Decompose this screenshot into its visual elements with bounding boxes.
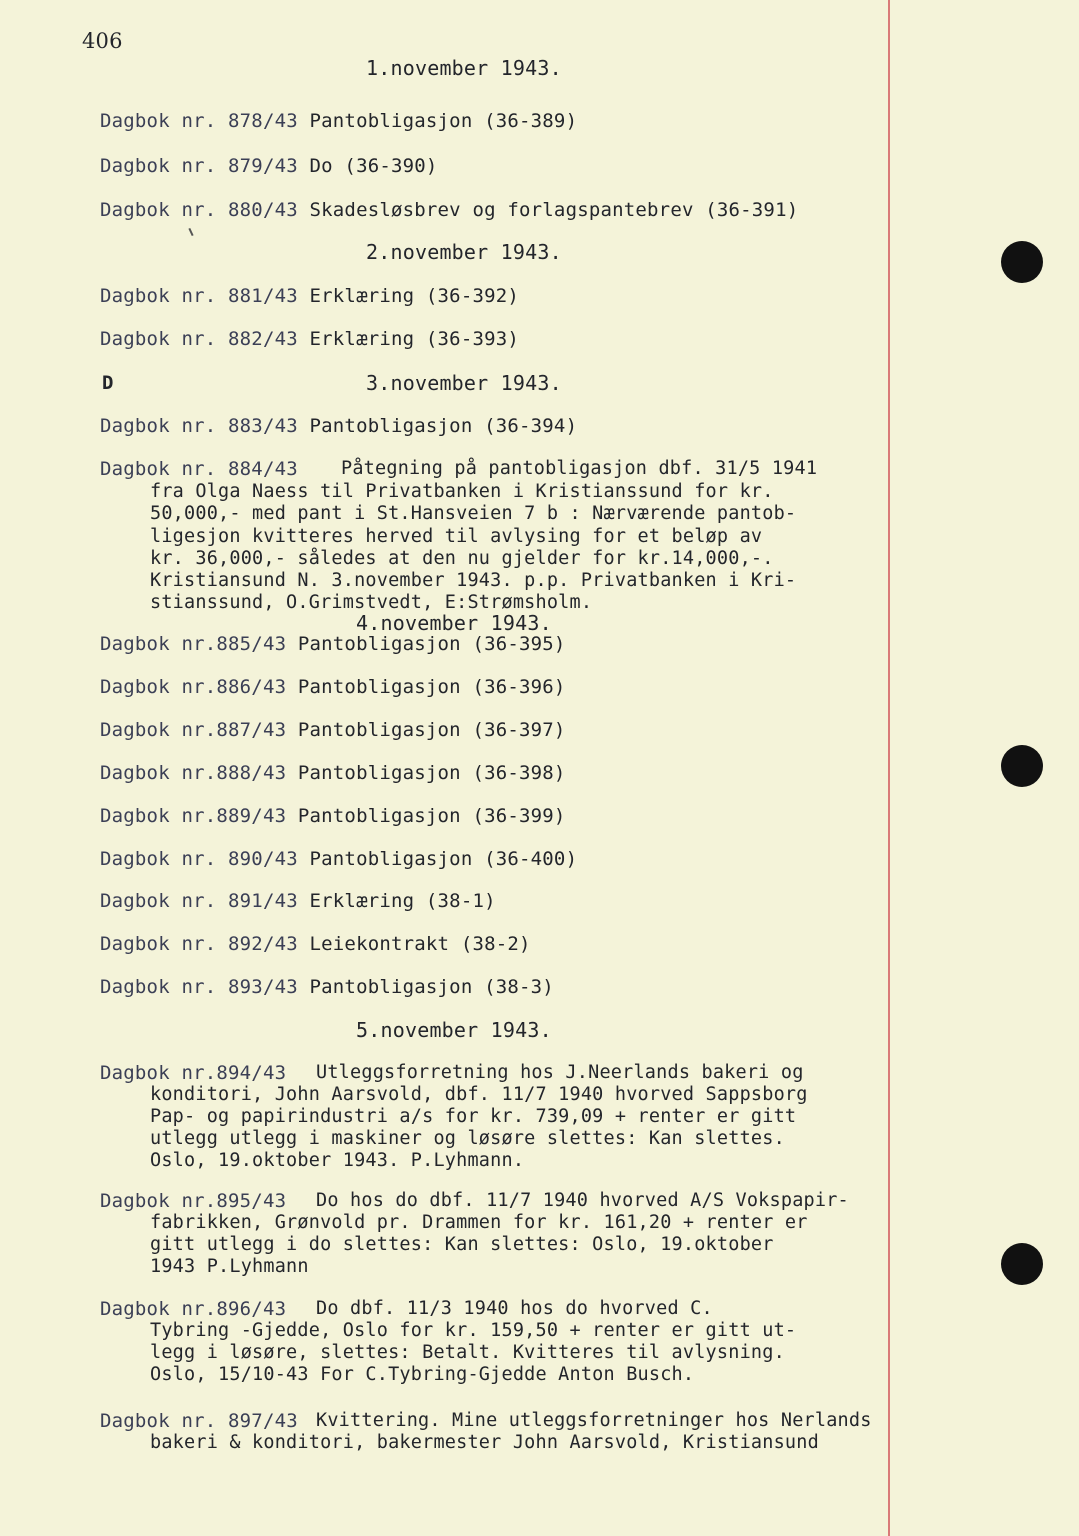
entry [100,805,566,827]
pencil-mark [188,228,193,236]
date-heading: 1.november 1943. [366,56,562,80]
stray-mark: D [102,372,114,394]
entry-ref: Dagbok nr. 880/43 [100,199,298,221]
entry-ref: Dagbok nr.895/43 [100,1190,287,1212]
entry [100,155,438,177]
entry-ref: Dagbok nr. 892/43 [100,933,298,955]
entry-line: konditori, John Aarsvold, dbf. 11/7 1940 hvorved Sappsborg [150,1084,808,1105]
entry-ref: Dagbok nr. 881/43 [100,285,298,307]
entry [100,110,577,132]
entry [100,976,554,998]
entry [100,719,566,741]
entry-line: 1943 P.Lyhmann [150,1256,309,1277]
entry-ref: Dagbok nr. 890/43 [100,848,298,870]
entry-ref: Dagbok nr.885/43 [100,633,287,655]
entry-text: Skadesløsbrev og forlagspantebrev (36-391) [309,199,799,221]
entry [100,890,496,912]
date-heading: 3.november 1943. [366,371,562,395]
entry-ref: Dagbok nr. 883/43 [100,415,298,437]
entry-line: bakeri & konditori, bakermester John Aarsvold, Kristiansund [150,1432,819,1453]
entry-ref: Dagbok nr. 884/43 [100,458,298,480]
entry-text: Pantobligasjon (36-400) [309,848,578,870]
entry-ref: Dagbok nr.889/43 [100,805,287,827]
entry-line: Do dbf. 11/3 1940 hos do hvorved C. [316,1298,713,1319]
entry-line: Oslo, 19.oktober 1943. P.Lyhmann. [150,1150,525,1171]
entry [100,285,519,307]
entry-text: Pantobligasjon (36-389) [309,110,578,132]
entry-ref: Dagbok nr. 893/43 [100,976,298,998]
entry [100,848,577,870]
entry-ref: Dagbok nr. 897/43 [100,1410,298,1432]
entry [100,933,531,955]
entry-line: Påtegning på pantobligasjon dbf. 31/5 1941 [341,458,818,479]
punch-hole [1001,241,1043,283]
entry-text: Erklæring (36-393) [309,328,520,350]
date-heading: 5.november 1943. [356,1018,552,1042]
entry [100,676,566,698]
entry-ref: Dagbok nr. 878/43 [100,110,298,132]
entry-line: utlegg utlegg i maskiner og løsøre slettes: Kan slettes. [150,1128,785,1149]
entry-ref: Dagbok nr. 891/43 [100,890,298,912]
entry-line: fra Olga Naess til Privatbanken i Kristianssund for kr. [150,481,774,502]
entry-line: gitt utlegg i do slettes: Kan slettes: Oslo, 19.oktober [150,1234,774,1255]
entry-ref: Dagbok nr.888/43 [100,762,287,784]
entry-ref: Dagbok nr. 882/43 [100,328,298,350]
punch-hole [1001,745,1043,787]
entry-ref: Dagbok nr.896/43 [100,1298,287,1320]
entry-line: legg i løsøre, slettes: Betalt. Kvitteres til avlysning. [150,1342,785,1363]
date-heading: 2.november 1943. [366,240,562,264]
entry-text: Erklæring (36-392) [309,285,520,307]
entry-ref: Dagbok nr.894/43 [100,1062,287,1084]
entry-text: Do (36-390) [309,155,438,177]
entry-text: Leiekontrakt (38-2) [309,933,531,955]
entry-ref: Dagbok nr. 879/43 [100,155,298,177]
entry [100,199,798,221]
entry-line: 50,000,- med pant i St.Hansveien 7 b : Nærværende pantob- [150,503,797,524]
entry-text: Pantobligasjon (36-399) [297,805,566,827]
entry-text: Pantobligasjon (36-398) [297,762,566,784]
punch-hole [1001,1243,1043,1285]
entry-line: fabrikken, Grønvold pr. Drammen for kr. 161,20 + renter er [150,1212,808,1233]
entry-line: Utleggsforretning hos J.Neerlands bakeri og [316,1062,804,1083]
margin-rule [888,0,890,1536]
entry [100,633,566,655]
entry-text: Pantobligasjon (36-397) [297,719,566,741]
entry-line: Tybring -Gjedde, Oslo for kr. 159,50 + renter er gitt ut- [150,1320,797,1341]
entry-ref: Dagbok nr.886/43 [100,676,287,698]
entry-text: Pantobligasjon (36-394) [309,415,578,437]
entry-text: Pantobligasjon (36-396) [297,676,566,698]
entry [100,415,577,437]
entry-line: Do hos do dbf. 11/7 1940 hvorved A/S Vokspapir- [316,1190,849,1211]
entry-line: kr. 36,000,- således at den nu gjelder for kr.14,000,-. [150,548,774,569]
entry [100,328,519,350]
entry-line: Kvittering. Mine utleggsforretninger hos Nerlands [316,1410,872,1431]
entry-line: Kristiansund N. 3.november 1943. p.p. Privatbanken i Kri- [150,570,797,591]
entry-text: Erklæring (38-1) [309,890,496,912]
entry-text: Pantobligasjon (38-3) [309,976,554,998]
entry [100,762,566,784]
entry-line: ligesjon kvitteres herved til avlysing for et beløp av [150,526,763,547]
entry-text: Pantobligasjon (36-395) [297,633,566,655]
entry-line: stianssund, O.Grimstvedt, E:Strømsholm. [150,592,593,613]
entry-line: Oslo, 15/10-43 For C.Tybring-Gjedde Anton Busch. [150,1364,695,1385]
entry-line: Pap- og papirindustri a/s for kr. 739,09 + renter er gitt [150,1106,797,1127]
entry-ref: Dagbok nr.887/43 [100,719,287,741]
page-number: 406 [82,29,123,53]
date-heading: 4.november 1943. [356,611,552,635]
